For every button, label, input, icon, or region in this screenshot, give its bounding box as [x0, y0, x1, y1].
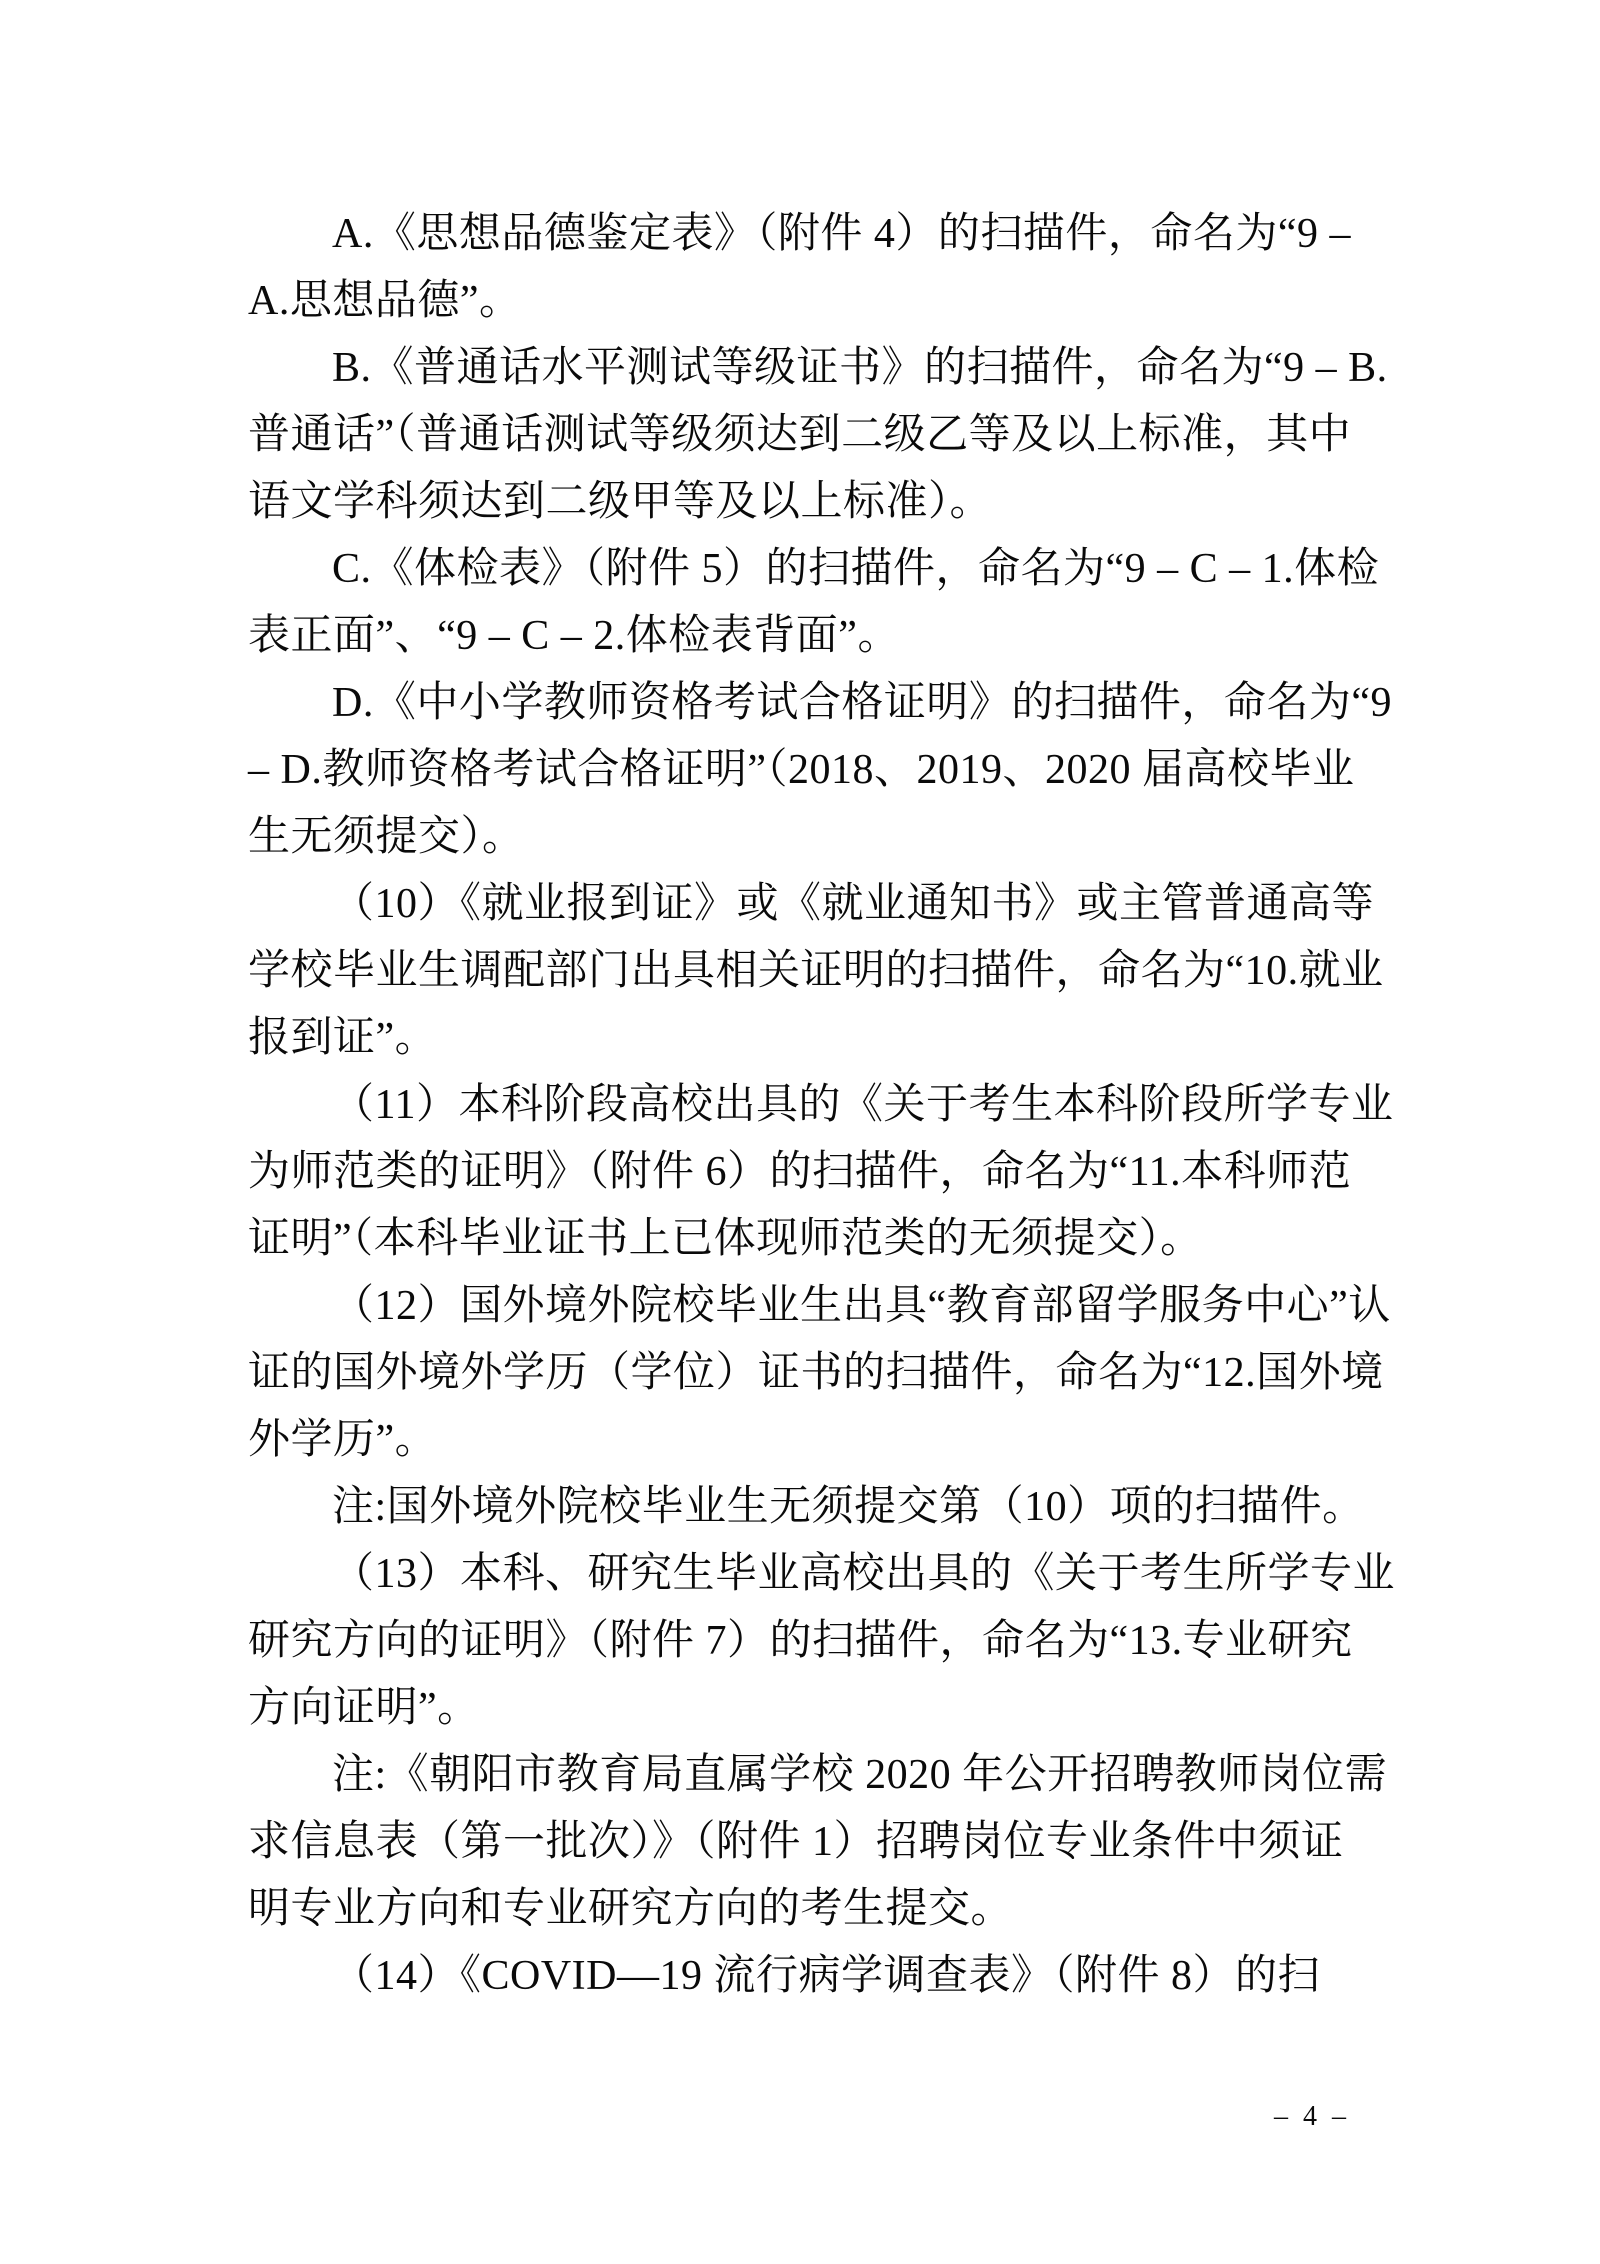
text-line: C.《体检表》（附件 5）的扫描件，命名为“9 – C – 1.体检 [332, 546, 1380, 592]
text-line: 表正面”、“9 – C – 2.体检表背面”。 [248, 613, 900, 659]
text-line: 证明”（本科毕业证书上已体现师范类的无须提交）。 [248, 1216, 1203, 1262]
text-line: 求信息表（第一批次）》（附件 1）招聘岗位专业条件中须证 [248, 1819, 1344, 1865]
text-line: （12）国外境外院校毕业生出具“教育部留学服务中心”认 [332, 1283, 1391, 1329]
text-line: 报到证”。 [248, 1015, 438, 1061]
text-line: （10）《就业报到证》或《就业通知书》或主管普通高等 [332, 881, 1375, 927]
text-line: 证的国外境外学历（学位）证书的扫描件，命名为“12.国外境 [248, 1350, 1384, 1396]
text-line: A.思想品德”。 [248, 278, 522, 324]
text-line: （14）《COVID—19 流行病学调查表》（附件 8）的扫 [332, 1953, 1320, 1999]
text-line: 普通话”（普通话测试等级须达到二级乙等及以上标准，其中 [248, 412, 1352, 458]
text-line: 为师范类的证明》（附件 6）的扫描件，命名为“11.本科师范 [248, 1149, 1352, 1195]
page-number: – 4 – [1274, 2101, 1350, 2132]
text-line: （13）本科、研究生毕业高校出具的《关于考生所学专业 [332, 1551, 1396, 1597]
text-line: 学校毕业生调配部门出具相关证明的扫描件，命名为“10.就业 [248, 948, 1384, 994]
text-line: B.《普通话水平测试等级证书》的扫描件，命名为“9 – B. [332, 345, 1388, 391]
text-line: D.《中小学教师资格考试合格证明》的扫描件，命名为“9 [332, 680, 1392, 726]
text-line: 注:国外境外院校毕业生无须提交第（10）项的扫描件。 [332, 1484, 1365, 1530]
text-line: A.《思想品德鉴定表》（附件 4）的扫描件，命名为“9 – [332, 211, 1351, 257]
text-line: 生无须提交）。 [248, 814, 525, 860]
text-line: – D.教师资格考试合格证明”（2018、2019、2020 届高校毕业 [248, 747, 1355, 793]
text-line: 语文学科须达到二级甲等及以上标准）。 [248, 479, 993, 525]
text-line: 研究方向的证明》（附件 7）的扫描件，命名为“13.专业研究 [248, 1618, 1353, 1664]
text-line: 注:《朝阳市教育局直属学校 2020 年公开招聘教师岗位需 [332, 1752, 1388, 1798]
text-line: 明专业方向和专业研究方向的考生提交。 [248, 1886, 1014, 1932]
text-line: 方向证明”。 [248, 1685, 480, 1731]
text-line: （11）本科阶段高校出具的《关于考生本科阶段所学专业 [332, 1082, 1394, 1128]
text-line: 外学历”。 [248, 1417, 438, 1463]
document-body [248, 201, 1408, 2010]
